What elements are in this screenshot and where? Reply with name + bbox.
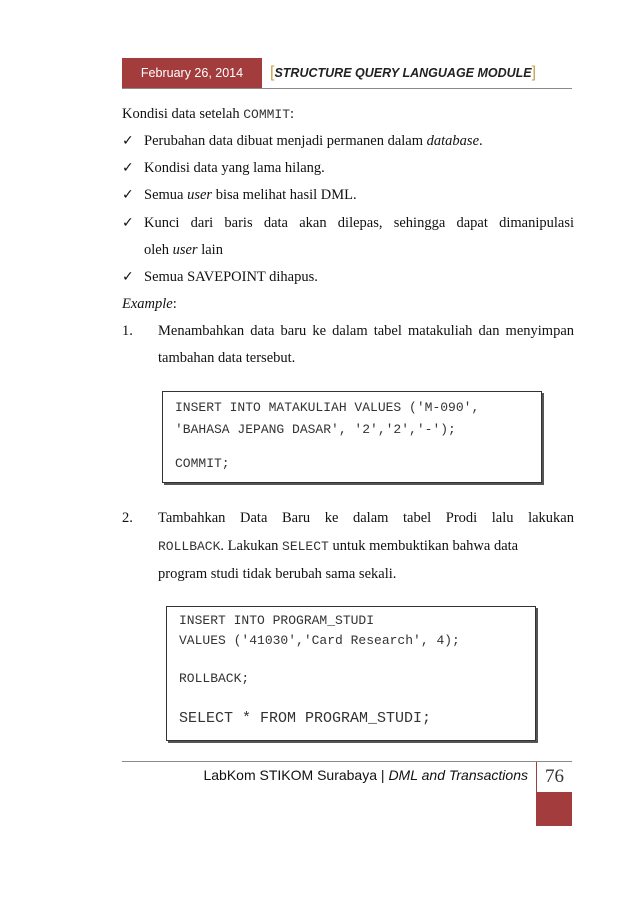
checkmark-icon: ✓ bbox=[122, 160, 134, 176]
code-line: 'BAHASA JEPANG DASAR', '2','2','-'); bbox=[175, 422, 456, 437]
page-number: 76 bbox=[536, 762, 572, 792]
rollback-keyword: ROLLBACK bbox=[158, 539, 221, 554]
checkmark-icon: ✓ bbox=[122, 133, 134, 149]
code-block bbox=[166, 606, 536, 741]
header-title: [STRUCTURE QUERY LANGUAGE MODULE] bbox=[270, 64, 537, 81]
code-line: VALUES ('41030','Card Research', 4); bbox=[179, 633, 460, 648]
code-block bbox=[162, 391, 542, 483]
commit-keyword: COMMIT bbox=[243, 107, 291, 122]
item-number: 1. bbox=[122, 323, 133, 339]
page-header bbox=[122, 58, 572, 88]
header-divider bbox=[122, 88, 572, 89]
footer-text: LabKom STIKOM Surabaya | DML and Transactions bbox=[203, 767, 528, 783]
item-text: Tambahkan Data Baru ke dalam tabel Prodi lalu lakukan bbox=[158, 510, 574, 526]
header-date: February 26, 2014 bbox=[122, 58, 262, 88]
code-line: ROLLBACK; bbox=[179, 671, 250, 686]
code-line: SELECT * FROM PROGRAM_STUDI; bbox=[179, 710, 432, 727]
code-line: INSERT INTO MATAKULIAH VALUES ('M-090', bbox=[175, 400, 480, 415]
select-keyword: SELECT bbox=[282, 539, 329, 554]
checkmark-icon: ✓ bbox=[122, 187, 134, 203]
checkmark-icon: ✓ bbox=[122, 215, 134, 231]
item-text: Menambahkan data baru ke dalam tabel matakuliah dan menyimpan bbox=[158, 323, 574, 339]
item-text: ROLLBACK. Lakukan SELECT untuk membuktikan bahwa data bbox=[158, 538, 519, 554]
checkmark-icon: ✓ bbox=[122, 269, 134, 285]
code-line: COMMIT; bbox=[175, 456, 230, 471]
item-text: tambahan data tersebut. bbox=[158, 350, 296, 366]
example-label: Example: bbox=[122, 296, 177, 312]
item-text: program studi tidak berubah sama sekali. bbox=[158, 566, 397, 582]
item-number: 2. bbox=[122, 510, 133, 526]
intro-line: Kondisi data setelah COMMIT: bbox=[122, 106, 295, 122]
footer-divider bbox=[122, 761, 572, 762]
code-line: INSERT INTO PROGRAM_STUDI bbox=[179, 613, 375, 628]
